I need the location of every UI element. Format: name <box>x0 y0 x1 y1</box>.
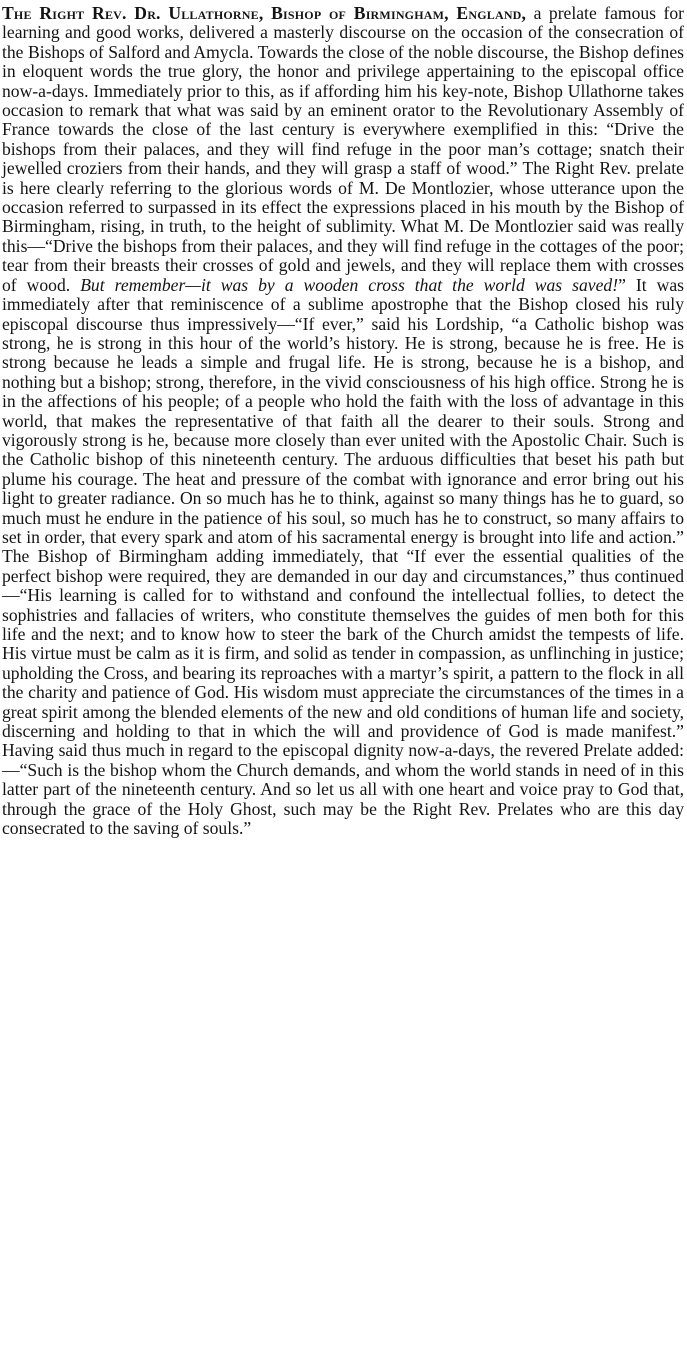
article-paragraph <box>2 4 684 838</box>
article-lead-in: The Right Rev. Dr. Ullathorne, Bishop of Birmingham, England, <box>2 3 527 23</box>
article-body-continued: ” It was immediately after that reminiscence of a sublime apostrophe that the Bishop closed his ruly episcopal discourse thus impressively—“If ever,” said his Lordship, “a Catholic bishop was strong, he is strong in this hour of the world’s history. He is strong, because he is free. He is strong because he leads a simple and frugal life. He is strong, because he is a bishop, and nothing but a bishop; strong, therefore, in the vivid consciousness of his high office. Strong he is in the affections of his people; of a people who hold the faith with the loss of advantage in this world, that makes the representative of that faith all the dearer to their souls. Strong and vigorously strong is he, because more closely than ever united with the Apostolic Chair. Such is the Catholic bishop of this nineteenth century. The arduous difficulties that beset his path but plume his courage. The heat and pressure of the combat with ignorance and error bring out his light to greater radiance. On so much has he to think, against so many things has he to guard, so much must he endure in the patience of his soul, so much has he to construct, so many affairs to set in order, that every spark and atom of his sacramental energy is brought into life and action.” The Bishop of Birmingham adding immediately, that “If ever the essential qualities of the perfect bishop were required, they are demanded in our day and circumstances,” thus continued —“His learning is called for to withstand and confound the intellectual follies, to detect the sophistries and fallacies of writers, who constitute themselves the guides of men both for this life and the next; and to know how to steer the bark of the Church amidst the tempests of life. His virtue must be calm as it is firm, and solid as tender in compassion, as unflinching in justice; upholding the Cross, and bearing its reproaches with a martyr’s spirit, a pattern to the flock in all the charity and patience of God. His wisdom must appreciate the circumstances of the times in a great spirit among the blended elements of the new and old conditions of human life and society, discerning and holding to that in which the will and providence of God is made manifest.” Having said thus much in regard to the episcopal dignity now-a-days, the revered Prelate added:—“Such is the bishop whom the Church demands, and whom the world stands in need of in this latter part of the nineteenth century. And so let us all with one heart and voice pray to God that, through the grace of the Holy Ghost, such may be the Right Rev. Prelates who are this day consecrated to the saving of souls.” <box>2 274 685 839</box>
article-body-text: a prelate famous for learning and good works, delivered a masterly discourse on the occasion of the consecration of the Bishops of Salford and Amycla. Towards the close of the noble discourse, the Bishop defines in eloquent words the true glory, the honor and privilege appertaining to the episcopal office now-a-days. Immediately prior to this, as if affording him his key-note, Bishop Ullathorne takes occasion to remark that what was said by an eminent orator to the Revolutionary Assembly of France towards the close of the last century is everywhere exemplified in this: “Drive the bishops from their palaces, and they will find refuge in the poor man’s cottage; snatch their jewelled croziers from their hands, and they will grasp a staff of wood.” The Right Rev. prelate is here clearly referring to the glorious words of M. De Montlozier, whose utterance upon the occasion referred to surpassed in its effect the expressions placed in his mouth by the Bishop of Birmingham, rising, in truth, to the height of sublimity. What M. De Montlozier said was really this—“Drive the bishops from their palaces, and they will find refuge in the cottages of the poor; tear from their breasts their crosses of gold and jewels, and they will replace them with crosses of wood. <box>2 3 684 295</box>
article-italic-quote: But remember—it was by a wooden cross that the world was saved! <box>80 274 619 295</box>
